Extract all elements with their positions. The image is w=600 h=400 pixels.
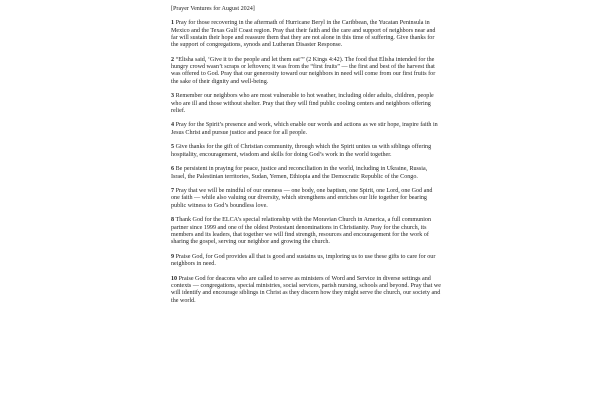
prayer-text: Pray that we will be mindful of our oneness — one body, one baptism, one Spirit, one Lord, one God and one faith — while also valuing our diversity, which strengthens and enriches our life together for bearing public witness to God’s boundless love. (171, 188, 433, 209)
prayer-number: 2 (171, 56, 175, 63)
prayer-number: 7 (171, 188, 175, 195)
prayer-item-4 (171, 122, 441, 137)
prayer-item-1 (171, 20, 441, 49)
prayer-text: Thank God for the ELCA’s special relationship with the Moravian Church in America, a full communion partner since 1999 and one of the oldest Protestant denominations in Christianity. Pray for the church, its members and its leaders, that together we will find strength, resources and encouragement for the work of sharing the gospel, serving our neighbor and growing the church. (171, 217, 432, 246)
prayer-item-3 (171, 93, 441, 115)
prayer-number: 6 (171, 166, 175, 173)
prayer-text: Praise God for deacons who are called to serve as ministers of Word and Service in diverse settings and contexts — congregations, special ministries, social services, parish nursing, schools and beyond. Pray that we will identify and encourage siblings in Christ as they discern how they might serve the church, our society and the world. (171, 275, 441, 304)
prayer-item-9 (171, 254, 441, 269)
prayer-item-7 (171, 188, 441, 210)
prayer-number: 10 (171, 275, 178, 282)
prayer-number: 1 (171, 20, 175, 27)
prayer-text: Pray for the Spirit’s presence and work, which enable our words and actions as we stir hope, inspire faith in Jesus Christ and pursue justice and peace for all people. (171, 122, 438, 136)
prayer-number: 8 (171, 217, 175, 224)
prayer-item-2 (171, 57, 441, 86)
prayer-text: Be persistent in praying for peace, justice and reconciliation in the world, including in Ukraine, Russia, Israel, the Palestinian territories, Sudan, Yemen, Ethiopia and the Democratic Republic of the Congo. (171, 166, 428, 180)
prayer-text: Give thanks for the gift of Christian community, through which the Spirit unites us with siblings offering hospitality, encouragement, wisdom and skills for doing God’s work in the world together. (171, 144, 432, 158)
prayer-text: Praise God, for God provides all that is good and sustains us, imploring us to use these gifts to care for our neighbors in need. (171, 253, 436, 268)
document-heading: [Prayer Ventures for August 2024] (171, 6, 255, 12)
prayer-text: Pray for those recovering in the aftermath of Hurricane Beryl in the Caribbean, the Yucatan Peninsula in Mexico and the Texas Gulf Coast region. Pray that their faith and the care and support of neighbors near and far will sustain their hope and reassure them that they are not alone in this time of suffering. Give thanks for the support of congregations, synods and Lutheran Disaster Response. (171, 20, 436, 49)
prayer-number: 4 (171, 122, 175, 129)
document-body (171, 6, 441, 312)
prayer-item-5 (171, 144, 441, 159)
prayer-item-8 (171, 217, 441, 246)
prayer-number: 5 (171, 144, 175, 151)
prayer-text: Remember our neighbors who are most vulnerable to hot weather, including older adults, children, people who are ill and those without shelter. Pray that they will find public cooling centers and neighbors offering relief. (171, 93, 434, 114)
prayer-item-6 (171, 166, 441, 181)
prayer-item-10 (171, 276, 441, 305)
prayer-number: 9 (171, 253, 175, 260)
prayer-number: 3 (171, 93, 175, 100)
prayer-text: “Elisha said, ‘Give it to the people and let them eat’” (2 Kings 4:42). The food that Elisha intended for the hungry crowd wasn’t scraps or leftovers; it was from the “first fruits” — the first and best of the harvest that was offered to God. Pray that our generosity toward our neighbors in need will come from our first fruits for the sake of their dignity and well-being. (171, 56, 436, 85)
